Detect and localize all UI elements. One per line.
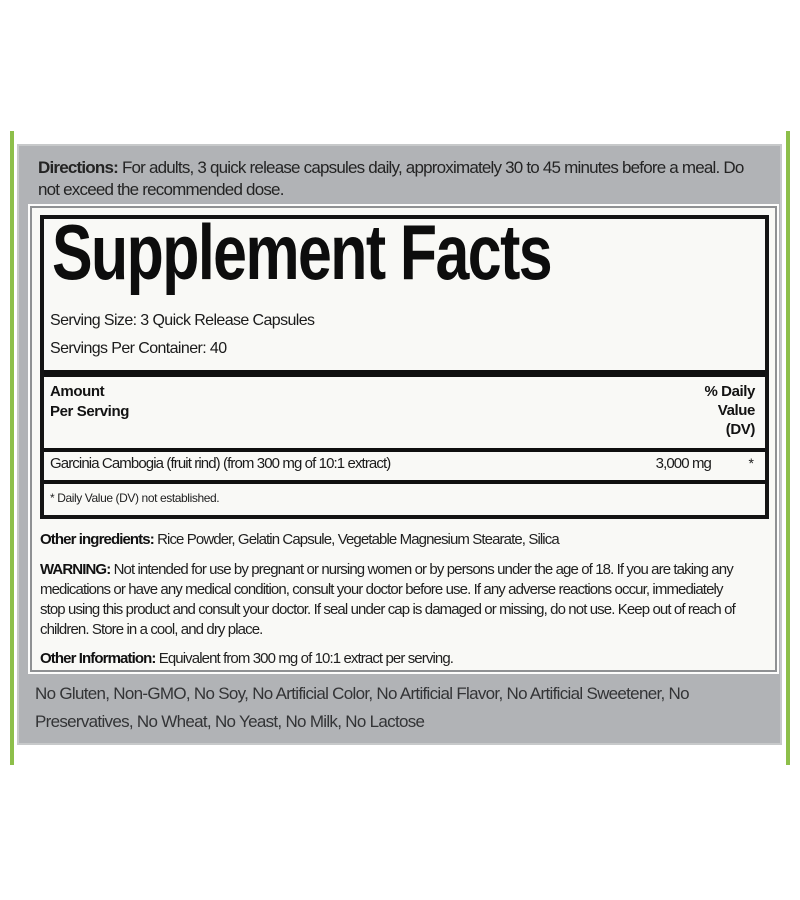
supplement-facts-card [30, 206, 777, 672]
table-header [50, 382, 755, 439]
daily-value-header: % Daily Value (DV) [704, 383, 755, 438]
directions-label: Directions: [38, 158, 118, 177]
directions-text [38, 157, 778, 201]
other-ingredients-text: Other ingredients: Rice Powder, Gelatin Capsule, Vegetable Magnesium Stearate, Silica [40, 531, 559, 548]
warning-line-2: medications or have any medical condition, consult your doctor before use. If any adverse reactions occur, immediately [40, 581, 723, 598]
warning-label: WARNING: [40, 561, 111, 578]
directions-line-1: Directions: For adults, 3 quick release capsules daily, approximately 30 to 45 minutes before a meal. Do [38, 158, 744, 177]
ingredient-amount: 3,000 mg [655, 455, 711, 472]
other-information-text: Other Information: Equivalent from 300 mg of 10:1 extract per serving. [40, 650, 454, 667]
thick-divider-rule [44, 370, 765, 377]
warning-text [40, 560, 735, 640]
warning-line-3: stop using this product and consult your doctor. If seal under cap is damaged or missing, do not use. Keep out of reach of [40, 601, 735, 618]
label-panel [17, 144, 782, 745]
amount-per-serving-header: Amount Per Serving [50, 383, 129, 420]
divider-rule-above-row [44, 448, 765, 452]
ingredient-name: Garcinia Cambogia (fruit rind) (from 300 mg of 10:1 extract) [50, 455, 391, 472]
warning-line-1: WARNING: Not intended for use by pregnant or nursing women or by persons under the age of 18. If you are taking any [40, 561, 733, 578]
warning-line-4: children. Store in a cool, and dry place. [40, 621, 263, 638]
claims-line-1: No Gluten, Non-GMO, No Soy, No Artificial Color, No Artificial Flavor, No Artificial Sweetener, No [35, 684, 689, 703]
supplement-facts-box [40, 208, 769, 519]
divider-rule-below-row [44, 480, 765, 484]
ingredient-row [50, 455, 753, 472]
serving-size: Serving Size: 3 Quick Release Capsules [50, 312, 315, 329]
other-information-label: Other Information: [40, 650, 156, 667]
directions-line-2: not exceed the recommended dose. [38, 180, 284, 199]
other-ingredients-label: Other ingredients: [40, 531, 154, 548]
servings-per-container: Servings Per Container: 40 [50, 340, 227, 357]
claims-line-2: Preservatives, No Wheat, No Yeast, No Milk, No Lactose [35, 712, 425, 731]
daily-value-footnote: * Daily Value (DV) not established. [50, 491, 220, 505]
green-accent-bar-right [786, 131, 790, 765]
green-accent-bar-left [10, 131, 14, 765]
ingredient-daily-value: * [748, 455, 753, 471]
supplement-facts-title: Supplement Facts [52, 208, 552, 296]
claims-text [35, 680, 689, 736]
